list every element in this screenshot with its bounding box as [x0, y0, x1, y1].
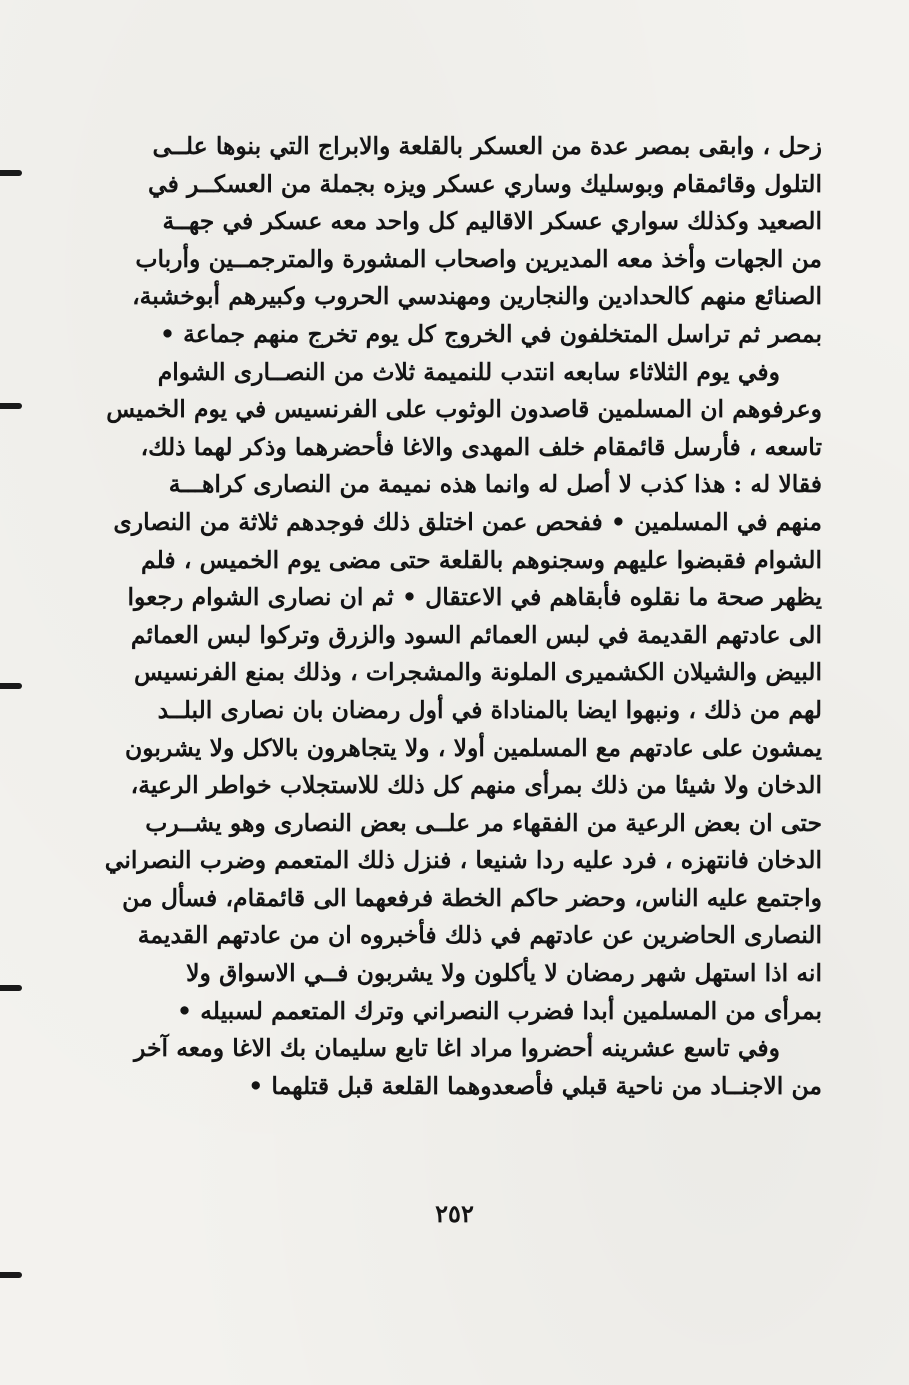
text-line: الدخان ولا شيئا من ذلك بمرأى منهم كل ذلك للاستجلاب خواطر الرعية،	[130, 771, 822, 800]
text-line: حتى ان بعض الرعية من الفقهاء مر علــى بعض النصارى وهو يشــرب	[145, 808, 822, 837]
text-line: يمشون على عادتهم مع المسلمين أولا ، ولا يتجاهرون بالاكل ولا يشربون	[124, 733, 822, 762]
text-line: الى عادتهم القديمة في لبس العمائم السود والزرق وتركوا لبس العمائم	[130, 620, 822, 649]
text-line: التلول وقائمقام وبوسليك وساري عسكر ويزه بجملة من العسكــر في	[148, 169, 822, 198]
text-line: النصارى الحاضرين عن عادتهم في ذلك فأخبروه ان من عادتهم القديمة	[137, 921, 822, 950]
text-line: الصنائع منهم كالحدادين والنجارين ومهندسي الحروب وكبيرهم أبوخشبة،	[132, 282, 822, 311]
text-line: بمرأى من المسلمين أبدا فضرب النصراني وترك المتعمم لسبيله •	[177, 996, 822, 1025]
text-line: واجتمع عليه الناس، وحضر حاكم الخطة فرفعهما الى قائمقام، فسأل من	[122, 883, 822, 912]
text-line: من الاجنــاد من ناحية قبلي فأصعدوهما القلعة قبل قتلهما •	[248, 1071, 822, 1100]
text-line: فقالا له : هذا كذب لا أصل له وانما هذه نميمة من النصارى كراهـــة	[168, 470, 822, 499]
text-line: وفي تاسع عشرينه أحضروا مراد اغا تابع سليمان بك الاغا ومعه آخر	[134, 1034, 780, 1063]
text-line: بمصر ثم تراسل المتخلفون في الخروج كل يوم تخرج منهم جماعة •	[159, 319, 822, 348]
text-line: من الجهات وأخذ معه المديرين واصحاب المشورة والمترجمــين وأرباب	[135, 244, 822, 273]
text-line: منهم في المسلمين • ففحص عمن اختلق ذلك فوجدهم ثلاثة من النصارى	[113, 507, 822, 536]
text-line: وفي يوم الثلاثاء سابعه انتدب للنميمة ثلاث من النصــارى الشوام	[157, 357, 780, 386]
binding-mark	[0, 1272, 22, 1278]
text-line: زحل ، وابقى بمصر عدة من العسكر بالقلعة والابراج التي بنوها علــى	[152, 132, 822, 160]
text-line: يظهر صحة ما نقلوه فأبقاهم في الاعتقال • ثم ان نصارى الشوام رجعوا	[127, 583, 822, 612]
text-line: البيض والشيلان الكشميرى الملونة والمشجرات ، وذلك بمنع الفرنسيس	[133, 658, 822, 687]
body-text	[104, 128, 822, 1105]
binding-mark	[0, 985, 22, 991]
binding-mark	[0, 683, 22, 689]
text-line: لهم من ذلك ، ونبهوا ايضا بالمناداة في أول رمضان بان نصارى البلــد	[157, 695, 822, 724]
page-number: ٢٥٢	[435, 1199, 474, 1228]
text-line: الشوام فقبضوا عليهم وسجنوهم بالقلعة حتى مضى يوم الخميس ، فلم	[141, 545, 822, 574]
text-line: الدخان فانتهزه ، فرد عليه ردا شنيعا ، فنزل ذلك المتعمم وضرب النصراني	[104, 846, 822, 875]
binding-mark	[0, 403, 22, 409]
text-line: الصعيد وكذلك سواري عسكر الاقاليم كل واحد معه عسكر في جهــة	[162, 207, 822, 236]
text-line: انه اذا استهل شهر رمضان لا يأكلون ولا يشربون فــي الاسواق ولا	[186, 959, 822, 988]
binding-mark	[0, 170, 22, 176]
text-line: وعرفوهم ان المسلمين قاصدون الوثوب على الفرنسيس في يوم الخميس	[106, 395, 822, 424]
text-line: تاسعه ، فأرسل قائمقام خلف المهدى والاغا فأحضرهما وذكر لهما ذلك،	[140, 432, 822, 461]
